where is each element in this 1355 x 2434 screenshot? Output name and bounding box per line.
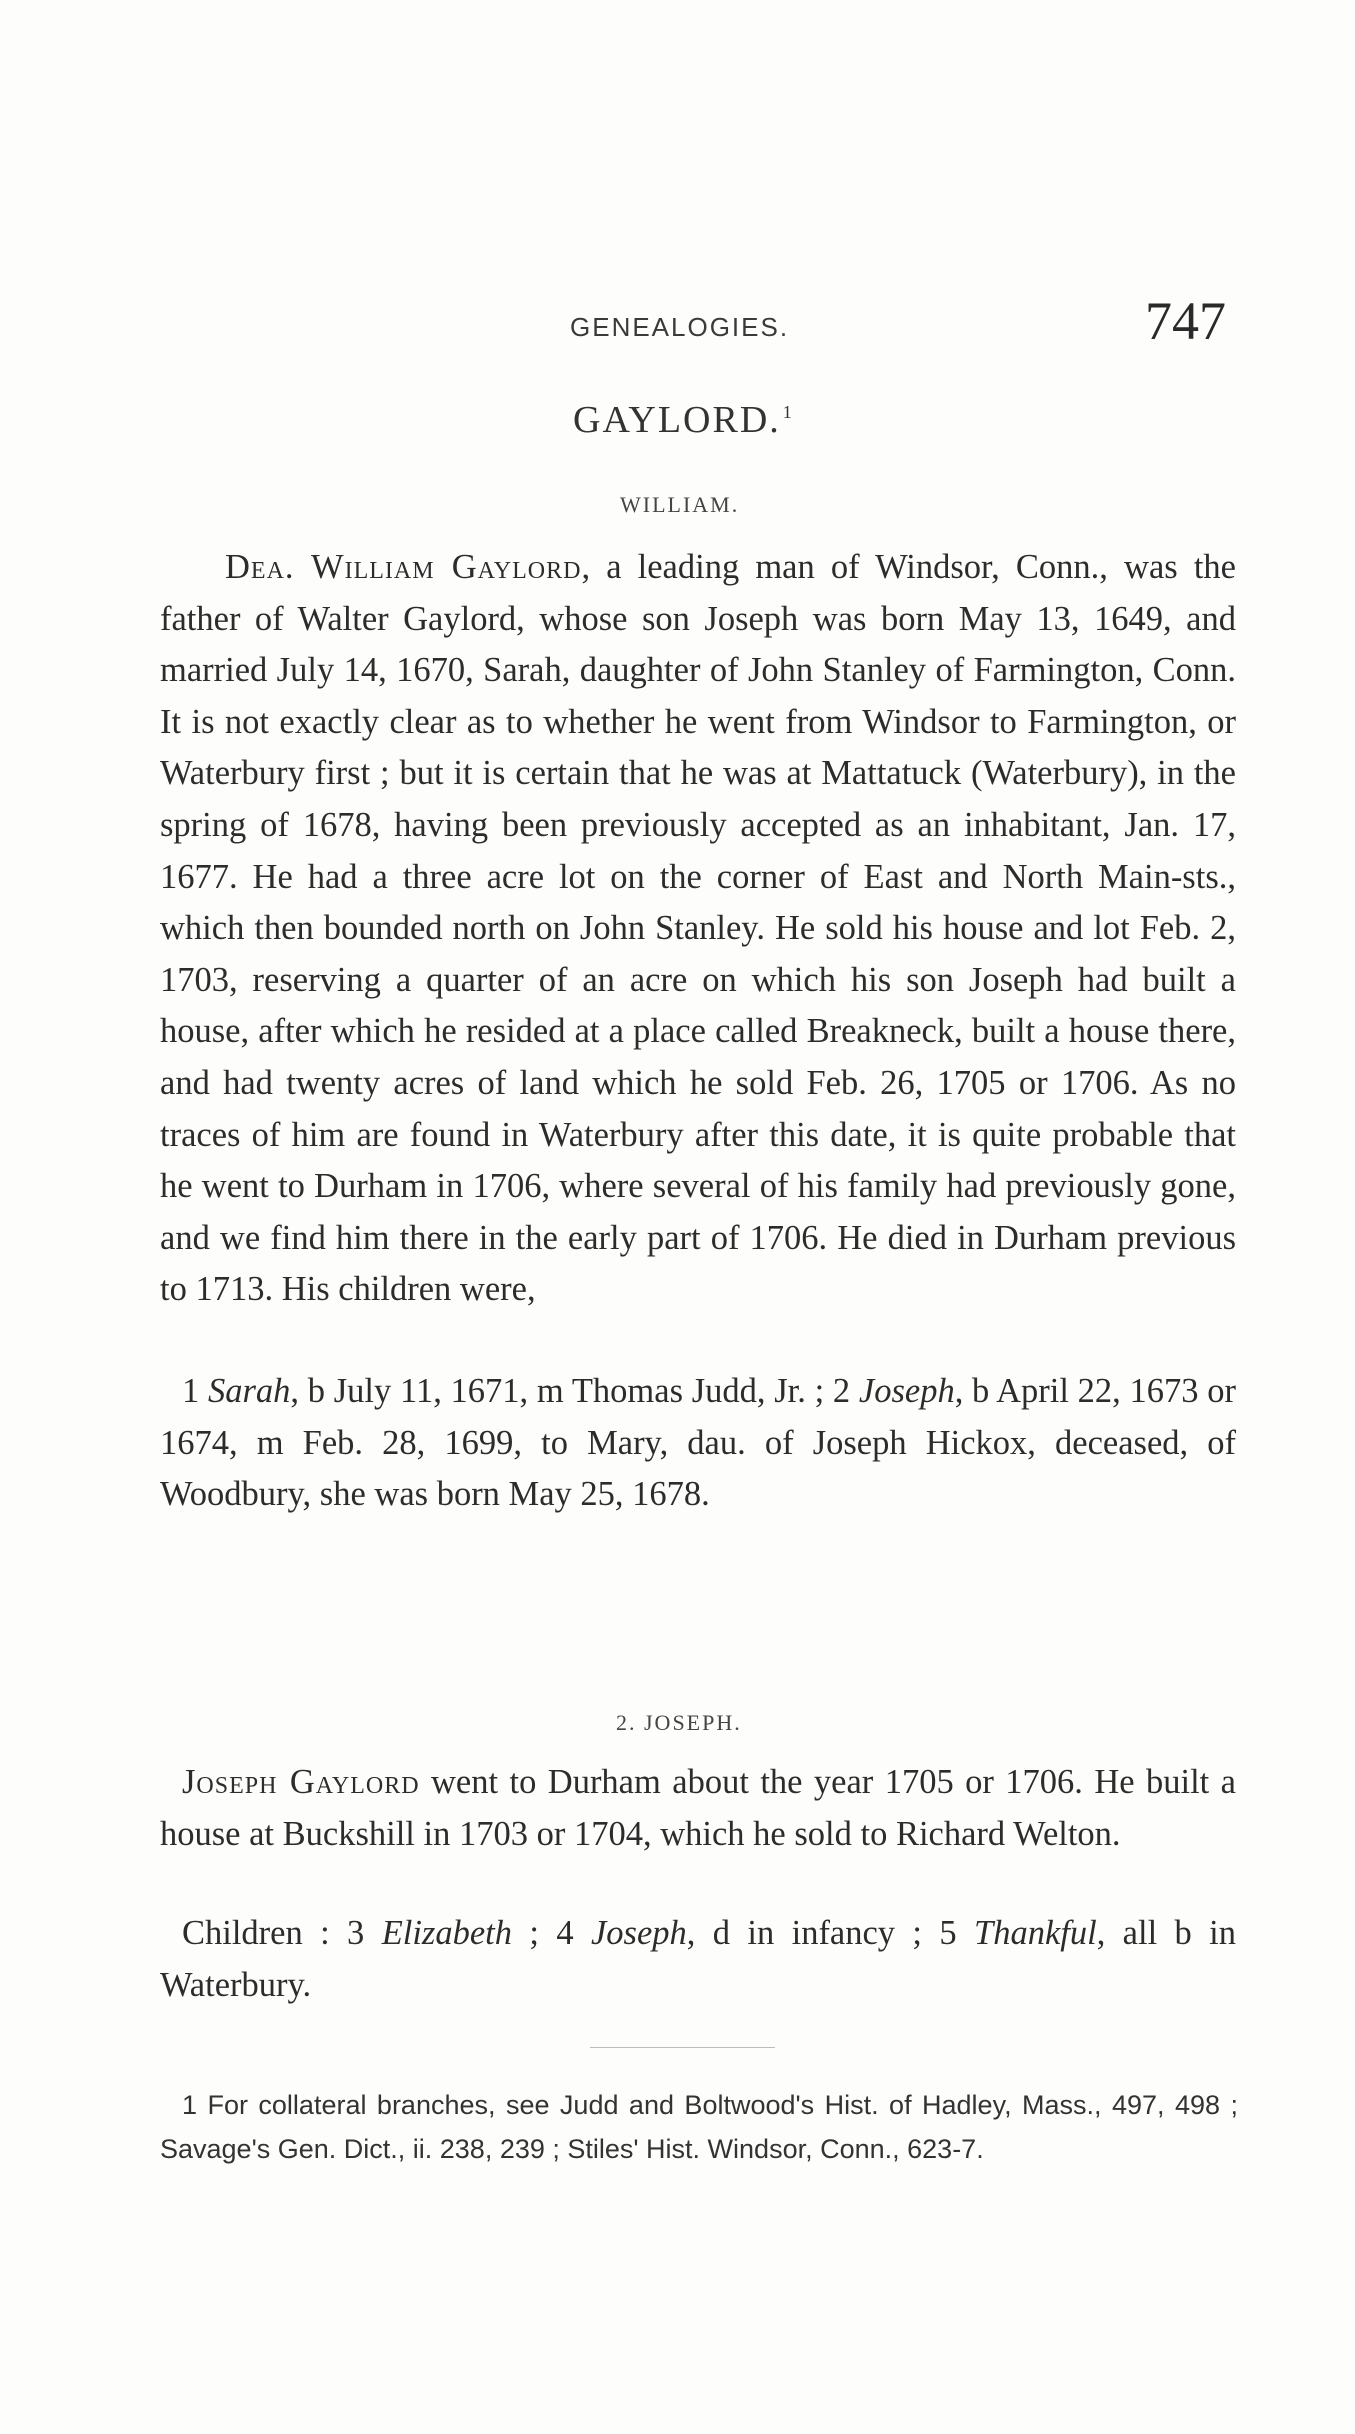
child-text: ; 4	[512, 1914, 591, 1952]
child-name-thankful: Thankful	[974, 1914, 1097, 1952]
paragraph-children-list-2	[160, 1908, 1236, 2011]
child-text: , b July 11, 1671, m Thomas Judd, Jr. ; 2	[290, 1372, 859, 1410]
paragraph-children-list-1	[160, 1366, 1236, 1521]
paragraph-body: went to Durham about the year 1705 or 1706. He built a house at Buckshill in 1703 or 1704, which he sold to Richard Welton.	[160, 1763, 1236, 1853]
section-heading-william: WILLIAM.	[620, 492, 740, 517]
paragraph-body: , a leading man of Windsor, Conn., was the father of Walter Gaylord, whose son Joseph was born May 13, 1649, and married July 14, 1670, Sarah, daughter of John Stanley of Farmington, Conn. It is not exactly clear as to whether he went from Windsor to Farmington, or Waterbury first ; but it is certain that he was at Mattatuck (Waterbury), in the spring of 1678, having been previously accepted as an inhabitant, Jan. 17, 1677. He had a three acre lot on the corner of East and North Main-sts., which then bounded north on John Stanley. He sold his house and lot Feb. 2, 1703, reserving a quarter of an acre on which his son Joseph had built a house, after which he resided at a place called Breakneck, built a house there, and had twenty acres of land which he sold Feb. 26, 1705 or 1706. As no traces of him are found in Waterbury after this date, it is quite probable that he went to Durham in 1706, where several of his family had previously gone, and we find him there in the early part of 1706. He died in Durham previous to 1713. His children were,	[160, 548, 1236, 1309]
family-title	[573, 398, 794, 442]
lead-name-william-gaylord: Dea. William Gaylord	[225, 548, 582, 586]
child-number: 1	[182, 1372, 208, 1410]
paragraph-william-gaylord	[160, 542, 1236, 1316]
child-text: , all b in Waterbury.	[160, 1914, 1236, 2004]
child-text: , b April 22, 1673 or 1674, m Feb. 28, 1699, to Mary, dau. of Joseph Hickox, deceased, of Woodbury, she was born May 25, 1678.	[160, 1372, 1236, 1514]
child-name-elizabeth: Elizabeth	[381, 1914, 513, 1952]
footnote-divider	[590, 2047, 775, 2048]
running-head: GENEALOGIES.	[570, 312, 790, 342]
child-text: , d in infancy ; 5	[686, 1914, 975, 1952]
footnote-marker: 1	[782, 402, 794, 423]
child-name-sarah: Sarah	[207, 1372, 291, 1410]
lead-name-joseph-gaylord: Joseph Gaylord	[182, 1763, 420, 1801]
child-name-joseph: Joseph	[590, 1914, 687, 1952]
family-title-text: GAYLORD.	[573, 399, 781, 441]
child-text: Children : 3	[182, 1914, 382, 1952]
paragraph-joseph-gaylord	[160, 1757, 1236, 1860]
page-number: 747	[1145, 291, 1226, 351]
child-name-joseph: Joseph	[858, 1372, 955, 1410]
section-heading-joseph: 2. JOSEPH.	[616, 1710, 742, 1735]
footnote: 1 For collateral branches, see Judd and Boltwood's Hist. of Hadley, Mass., 497, 498 ; Savage's Gen. Dict., ii. 238, 239 ; Stiles' Hist. Windsor, Conn., 623-7.	[160, 2090, 1238, 2164]
